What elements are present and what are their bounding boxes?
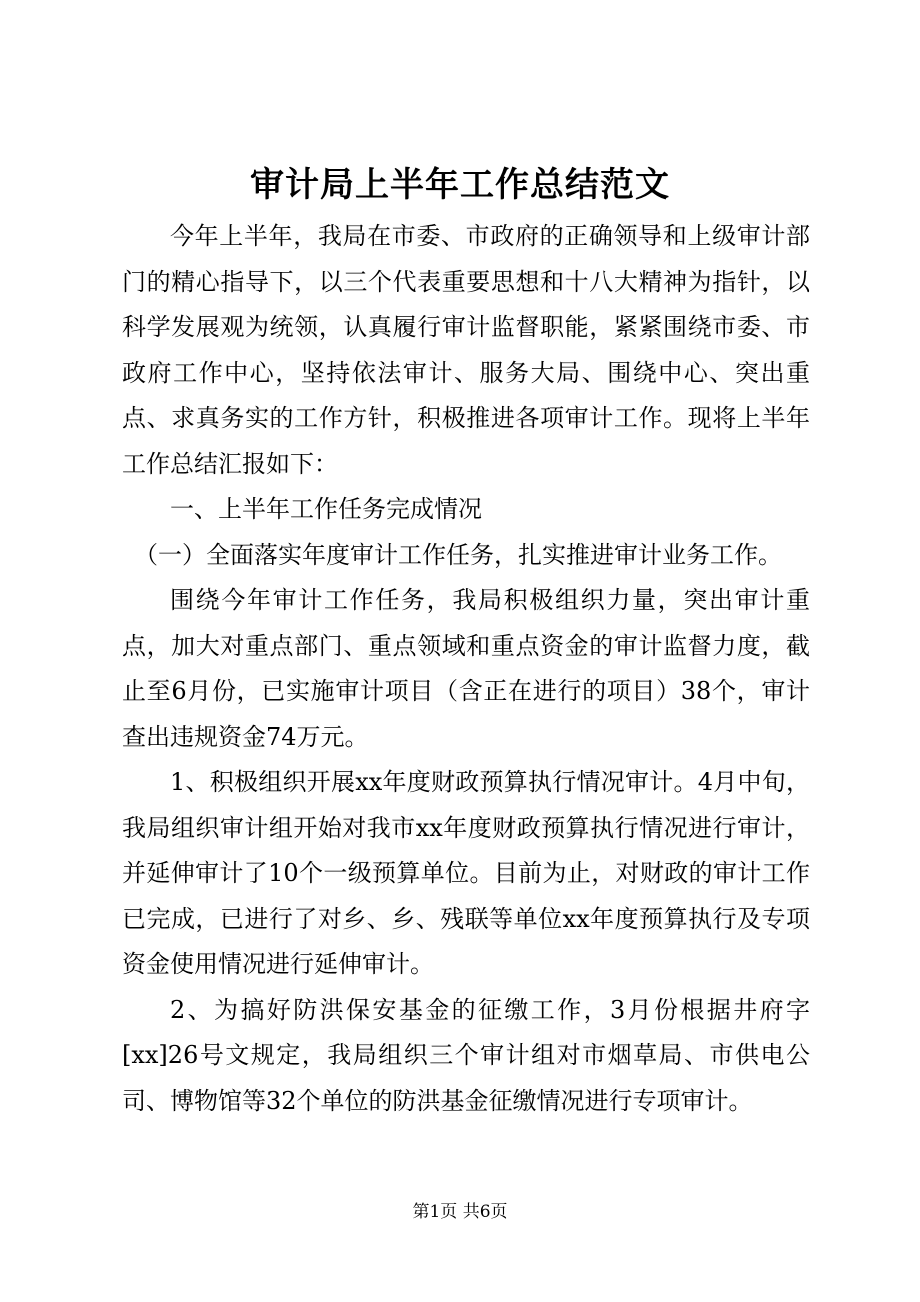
document-body (122, 214, 810, 1124)
paragraph-intro: 今年上半年，我局在市委、市政府的正确领导和上级审计部门的精心指导下，以三个代表重要思想和十八大精神为指针，以科学发展观为统领，认真履行审计监督职能，紧紧围绕市委、市政府工作中心，坚持依法审计、服务大局、围绕中心、突出重点、求真务实的工作方针，积极推进各项审计工作。现将上半年工作总结汇报如下： (122, 222, 810, 478)
paragraph-audit-overview: 围绕今年审计工作任务，我局积极组织力量，突出审计重点，加大对重点部门、重点领域和重点资金的审计监督力度，截止至6月份，已实施审计项目（含正在进行的项目）38个，审计查出违规资金74万元。 (122, 586, 810, 751)
heading-section-1: 一、上半年工作任务完成情况 (170, 495, 482, 523)
page-footer: 第1页 共6页 (412, 1202, 508, 1222)
document-title: 审计局上半年工作总结范文 (250, 165, 670, 205)
paragraph-item-2: 2、为搞好防洪保安基金的征缴工作，3月份根据井府字[xx]26号文规定，我局组织三个审计组对市烟草局、市供电公司、博物馆等32个单位的防洪基金征缴情况进行专项审计。 (122, 995, 810, 1115)
heading-subsection-1: （一）全面落实年度审计工作任务，扎实推进审计业务工作。 (134, 540, 782, 569)
paragraph-item-1: 1、积极组织开展xx年度财政预算执行情况审计。4月中旬，我局组织审计组开始对我市xx年度财政预算执行情况进行审计，并延伸审计了10个一级预算单位。目前为止，对财政的审计工作已完成，已进行了对乡、乡、残联等单位xx年度预算执行及专项资金使用情况进行延伸审计。 (122, 768, 810, 978)
